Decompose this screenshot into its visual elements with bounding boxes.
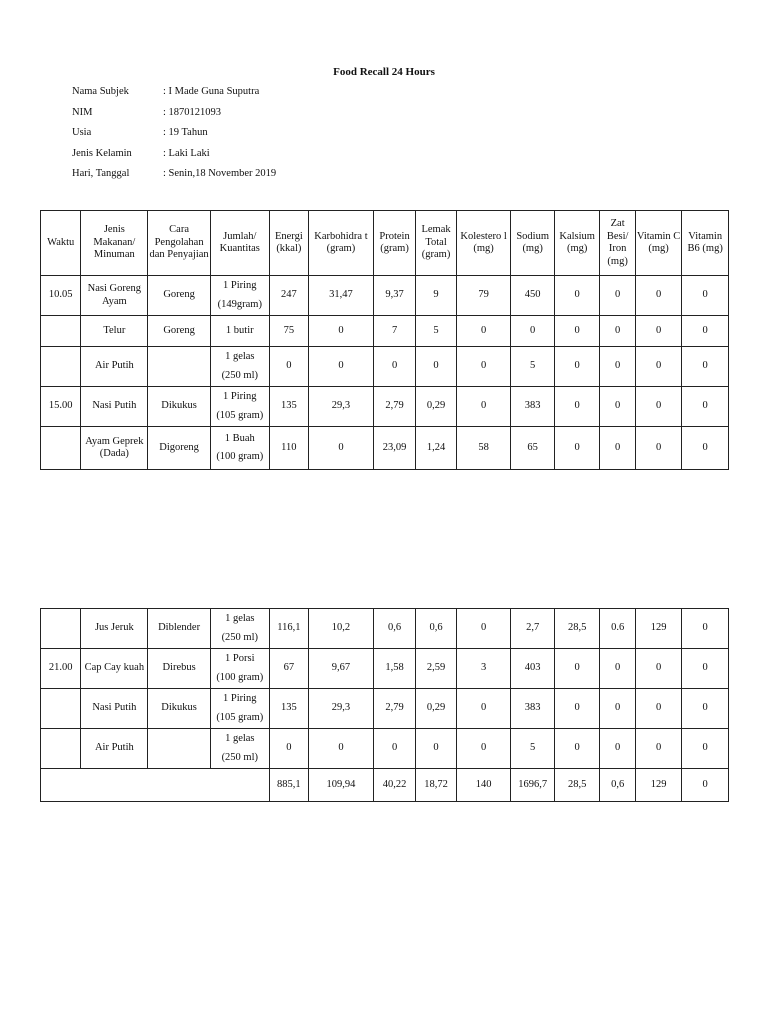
cell-kolesterol: 79 — [456, 276, 511, 316]
cell-cara-pengolahan: Digoreng — [148, 427, 211, 470]
cell-vit-b6: 0 — [682, 649, 729, 689]
cell-jumlah-line: (105 gram) — [216, 409, 264, 421]
cell-protein: 1,58 — [373, 649, 415, 689]
cell-jenis-makanan: Telur — [81, 316, 148, 347]
header-energi: Energi (kkal) — [269, 211, 308, 276]
cell-cara-pengolahan: Dikukus — [148, 689, 211, 729]
cell-vit-c: 0 — [635, 387, 682, 427]
subject-date-value: : Senin,18 November 2019 — [163, 168, 277, 180]
cell-jumlah-line: (250 ml) — [221, 631, 259, 643]
cell-protein: 2,79 — [373, 689, 415, 729]
cell-jenis-makanan: Air Putih — [81, 729, 148, 769]
cell-kalsium: 0 — [554, 347, 600, 387]
cell-jumlah-line: 1 Porsi — [225, 653, 255, 664]
total-kolesterol: 140 — [456, 769, 511, 802]
cell-zat-besi: 0 — [600, 276, 635, 316]
total-kalsium: 28,5 — [554, 769, 600, 802]
cell-jumlah — [210, 649, 269, 689]
cell-vit-b6: 0 — [682, 609, 729, 649]
subject-nim-value: : 1870121093 — [163, 106, 222, 118]
header-vitamin-b6: Vitamin B6 (mg) — [682, 211, 729, 276]
subject-date-label: Hari, Tanggal — [72, 168, 130, 180]
cell-protein: 0 — [373, 347, 415, 387]
total-karbohidrat: 109,94 — [309, 769, 374, 802]
cell-energi: 67 — [269, 649, 308, 689]
cell-kolesterol: 3 — [456, 649, 511, 689]
cell-vit-b6: 0 — [682, 427, 729, 470]
table-row — [41, 316, 729, 347]
cell-energi: 110 — [269, 427, 308, 470]
cell-protein: 23,09 — [373, 427, 415, 470]
cell-karbohidrat: 0 — [309, 729, 374, 769]
cell-kalsium: 0 — [554, 387, 600, 427]
cell-lemak: 9 — [416, 276, 456, 316]
cell-jenis-makanan: Ayam Geprek (Dada) — [81, 427, 148, 470]
header-lemak-total: Lemak Total (gram) — [416, 211, 456, 276]
cell-waktu — [41, 729, 81, 769]
cell-lemak: 2,59 — [416, 649, 456, 689]
cell-kalsium: 0 — [554, 689, 600, 729]
cell-zat-besi: 0 — [600, 729, 635, 769]
cell-kalsium: 0 — [554, 276, 600, 316]
header-kolesterol: Kolestero l (mg) — [456, 211, 511, 276]
cell-jumlah — [210, 347, 269, 387]
cell-vit-c: 0 — [635, 729, 682, 769]
cell-energi: 116,1 — [269, 609, 308, 649]
cell-jumlah-line: (100 gram) — [216, 671, 264, 683]
cell-vit-c: 0 — [635, 347, 682, 387]
cell-cara-pengolahan: Dikukus — [148, 387, 211, 427]
cell-jumlah — [210, 427, 269, 470]
header-protein: Protein (gram) — [373, 211, 415, 276]
document-title: Food Recall 24 Hours — [333, 66, 435, 78]
table-row — [41, 427, 729, 470]
cell-jumlah-line: (149gram) — [217, 298, 262, 310]
cell-energi: 135 — [269, 689, 308, 729]
cell-zat-besi: 0 — [600, 427, 635, 470]
cell-protein: 0 — [373, 729, 415, 769]
cell-sodium: 0 — [511, 316, 555, 347]
cell-waktu: 10.05 — [41, 276, 81, 316]
cell-lemak: 0 — [416, 347, 456, 387]
cell-lemak: 0,29 — [416, 689, 456, 729]
cell-cara-pengolahan: Diblender — [148, 609, 211, 649]
cell-kalsium: 0 — [554, 649, 600, 689]
cell-jumlah-line: (100 gram) — [216, 451, 264, 462]
cell-kalsium: 0 — [554, 316, 600, 347]
cell-sodium: 450 — [511, 276, 555, 316]
cell-vit-c: 0 — [635, 427, 682, 470]
cell-vit-b6: 0 — [682, 689, 729, 729]
cell-vit-b6: 0 — [682, 276, 729, 316]
cell-sodium: 383 — [511, 689, 555, 729]
cell-zat-besi: 0 — [600, 316, 635, 347]
cell-jenis-makanan: Air Putih — [81, 347, 148, 387]
table-row — [41, 609, 729, 649]
cell-kolesterol: 0 — [456, 609, 511, 649]
food-recall-table-part-1 — [40, 210, 729, 470]
cell-protein: 9,37 — [373, 276, 415, 316]
cell-zat-besi: 0 — [600, 347, 635, 387]
cell-vit-c: 0 — [635, 649, 682, 689]
cell-kolesterol: 0 — [456, 316, 511, 347]
cell-kalsium: 0 — [554, 729, 600, 769]
cell-cara-pengolahan — [148, 729, 211, 769]
cell-energi: 75 — [269, 316, 308, 347]
cell-jenis-makanan: Nasi Putih — [81, 689, 148, 729]
header-jenis-makanan: Jenis Makanan/ Minuman — [81, 211, 148, 276]
cell-jumlah-line: (250 ml) — [221, 751, 259, 763]
food-recall-table-part-2 — [40, 608, 729, 802]
subject-gender-value: : Laki Laki — [163, 147, 210, 159]
cell-zat-besi: 0 — [600, 387, 635, 427]
total-lemak: 18,72 — [416, 769, 456, 802]
cell-waktu — [41, 689, 81, 729]
cell-cara-pengolahan: Direbus — [148, 649, 211, 689]
cell-energi: 247 — [269, 276, 308, 316]
cell-cara-pengolahan: Goreng — [148, 316, 211, 347]
cell-lemak: 0 — [416, 729, 456, 769]
cell-waktu: 15.00 — [41, 387, 81, 427]
cell-waktu: 21.00 — [41, 649, 81, 689]
cell-lemak: 0,6 — [416, 609, 456, 649]
cell-sodium: 5 — [511, 729, 555, 769]
cell-vit-c: 0 — [635, 689, 682, 729]
cell-lemak: 1,24 — [416, 427, 456, 470]
cell-jumlah — [210, 276, 269, 316]
total-row — [41, 769, 729, 802]
subject-age-value: : 19 Tahun — [163, 127, 208, 139]
cell-waktu — [41, 609, 81, 649]
table-row — [41, 689, 729, 729]
cell-cara-pengolahan — [148, 347, 211, 387]
cell-lemak: 5 — [416, 316, 456, 347]
header-vitamin-c: Vitamin C (mg) — [635, 211, 682, 276]
cell-energi: 0 — [269, 347, 308, 387]
cell-kalsium: 28,5 — [554, 609, 600, 649]
total-label-cell — [41, 769, 270, 802]
header-sodium: Sodium (mg) — [511, 211, 555, 276]
cell-jumlah — [210, 609, 269, 649]
cell-vit-b6: 0 — [682, 729, 729, 769]
cell-jumlah-line: 1 gelas — [225, 733, 255, 744]
subject-gender-label: Jenis Kelamin — [72, 147, 132, 159]
total-vit-b6: 0 — [682, 769, 729, 802]
table-header-row — [41, 211, 729, 276]
cell-sodium: 383 — [511, 387, 555, 427]
table-row — [41, 387, 729, 427]
subject-nim-label: NIM — [72, 106, 93, 118]
cell-jumlah-line: 1 Piring — [223, 391, 257, 402]
cell-jumlah — [210, 387, 269, 427]
table-row — [41, 729, 729, 769]
cell-jenis-makanan: Cap Cay kuah — [81, 649, 148, 689]
cell-karbohidrat: 10,2 — [309, 609, 374, 649]
cell-sodium: 403 — [511, 649, 555, 689]
cell-protein: 2,79 — [373, 387, 415, 427]
cell-protein: 0,6 — [373, 609, 415, 649]
cell-lemak: 0,29 — [416, 387, 456, 427]
cell-zat-besi: 0 — [600, 649, 635, 689]
cell-vit-c: 129 — [635, 609, 682, 649]
cell-jenis-makanan: Nasi Putih — [81, 387, 148, 427]
table-row — [41, 649, 729, 689]
table-row — [41, 347, 729, 387]
cell-jumlah-line: 1 gelas — [225, 613, 255, 624]
cell-jumlah-line: 1 gelas — [225, 351, 255, 362]
cell-karbohidrat: 0 — [309, 316, 374, 347]
total-zat-besi: 0,6 — [600, 769, 635, 802]
total-energi: 885,1 — [269, 769, 308, 802]
cell-sodium: 2,7 — [511, 609, 555, 649]
cell-vit-b6: 0 — [682, 316, 729, 347]
cell-cara-pengolahan: Goreng — [148, 276, 211, 316]
header-cara-pengolahan: Cara Pengolahan dan Penyajian — [148, 211, 211, 276]
cell-karbohidrat: 29,3 — [309, 689, 374, 729]
cell-karbohidrat: 9,67 — [309, 649, 374, 689]
cell-karbohidrat: 31,47 — [309, 276, 374, 316]
cell-jenis-makanan: Nasi Goreng Ayam — [81, 276, 148, 316]
cell-kolesterol: 0 — [456, 387, 511, 427]
cell-kolesterol: 0 — [456, 347, 511, 387]
subject-name-label: Nama Subjek — [72, 86, 129, 97]
cell-vit-b6: 0 — [682, 347, 729, 387]
cell-karbohidrat: 29,3 — [309, 387, 374, 427]
header-zat-besi: Zat Besi/ Iron (mg) — [600, 211, 635, 276]
cell-karbohidrat: 0 — [309, 347, 374, 387]
cell-zat-besi: 0 — [600, 689, 635, 729]
header-jumlah: Jumlah/ Kuantitas — [210, 211, 269, 276]
cell-vit-c: 0 — [635, 276, 682, 316]
total-sodium: 1696,7 — [511, 769, 555, 802]
cell-sodium: 5 — [511, 347, 555, 387]
cell-karbohidrat: 0 — [309, 427, 374, 470]
subject-name-value: : I Made Guna Suputra — [163, 86, 260, 97]
total-protein: 40,22 — [373, 769, 415, 802]
cell-waktu — [41, 316, 81, 347]
cell-kolesterol: 0 — [456, 689, 511, 729]
cell-jumlah — [210, 689, 269, 729]
header-kalsium: Kalsium (mg) — [554, 211, 600, 276]
cell-jumlah — [210, 316, 269, 347]
cell-jumlah-line: (105 gram) — [216, 711, 264, 723]
cell-kalsium: 0 — [554, 427, 600, 470]
subject-age-label: Usia — [72, 127, 92, 139]
table-row — [41, 276, 729, 316]
cell-waktu — [41, 347, 81, 387]
cell-protein: 7 — [373, 316, 415, 347]
header-waktu: Waktu — [41, 211, 81, 276]
total-vit-c: 129 — [635, 769, 682, 802]
cell-energi: 0 — [269, 729, 308, 769]
cell-vit-c: 0 — [635, 316, 682, 347]
cell-jenis-makanan: Jus Jeruk — [81, 609, 148, 649]
cell-jumlah-line: 1 Piring — [223, 280, 257, 291]
cell-jumlah-line: 1 Buah — [224, 432, 255, 444]
header-karbohidrat: Karbohidra t (gram) — [309, 211, 374, 276]
cell-sodium: 65 — [511, 427, 555, 470]
cell-kolesterol: 58 — [456, 427, 511, 470]
cell-waktu — [41, 427, 81, 470]
cell-energi: 135 — [269, 387, 308, 427]
cell-kolesterol: 0 — [456, 729, 511, 769]
cell-vit-b6: 0 — [682, 387, 729, 427]
cell-jumlah-line: 1 Piring — [223, 693, 257, 704]
cell-jumlah-line: 1 butir — [225, 324, 254, 336]
cell-jumlah — [210, 729, 269, 769]
cell-jumlah-line: (250 ml) — [221, 369, 259, 381]
cell-zat-besi: 0.6 — [600, 609, 635, 649]
